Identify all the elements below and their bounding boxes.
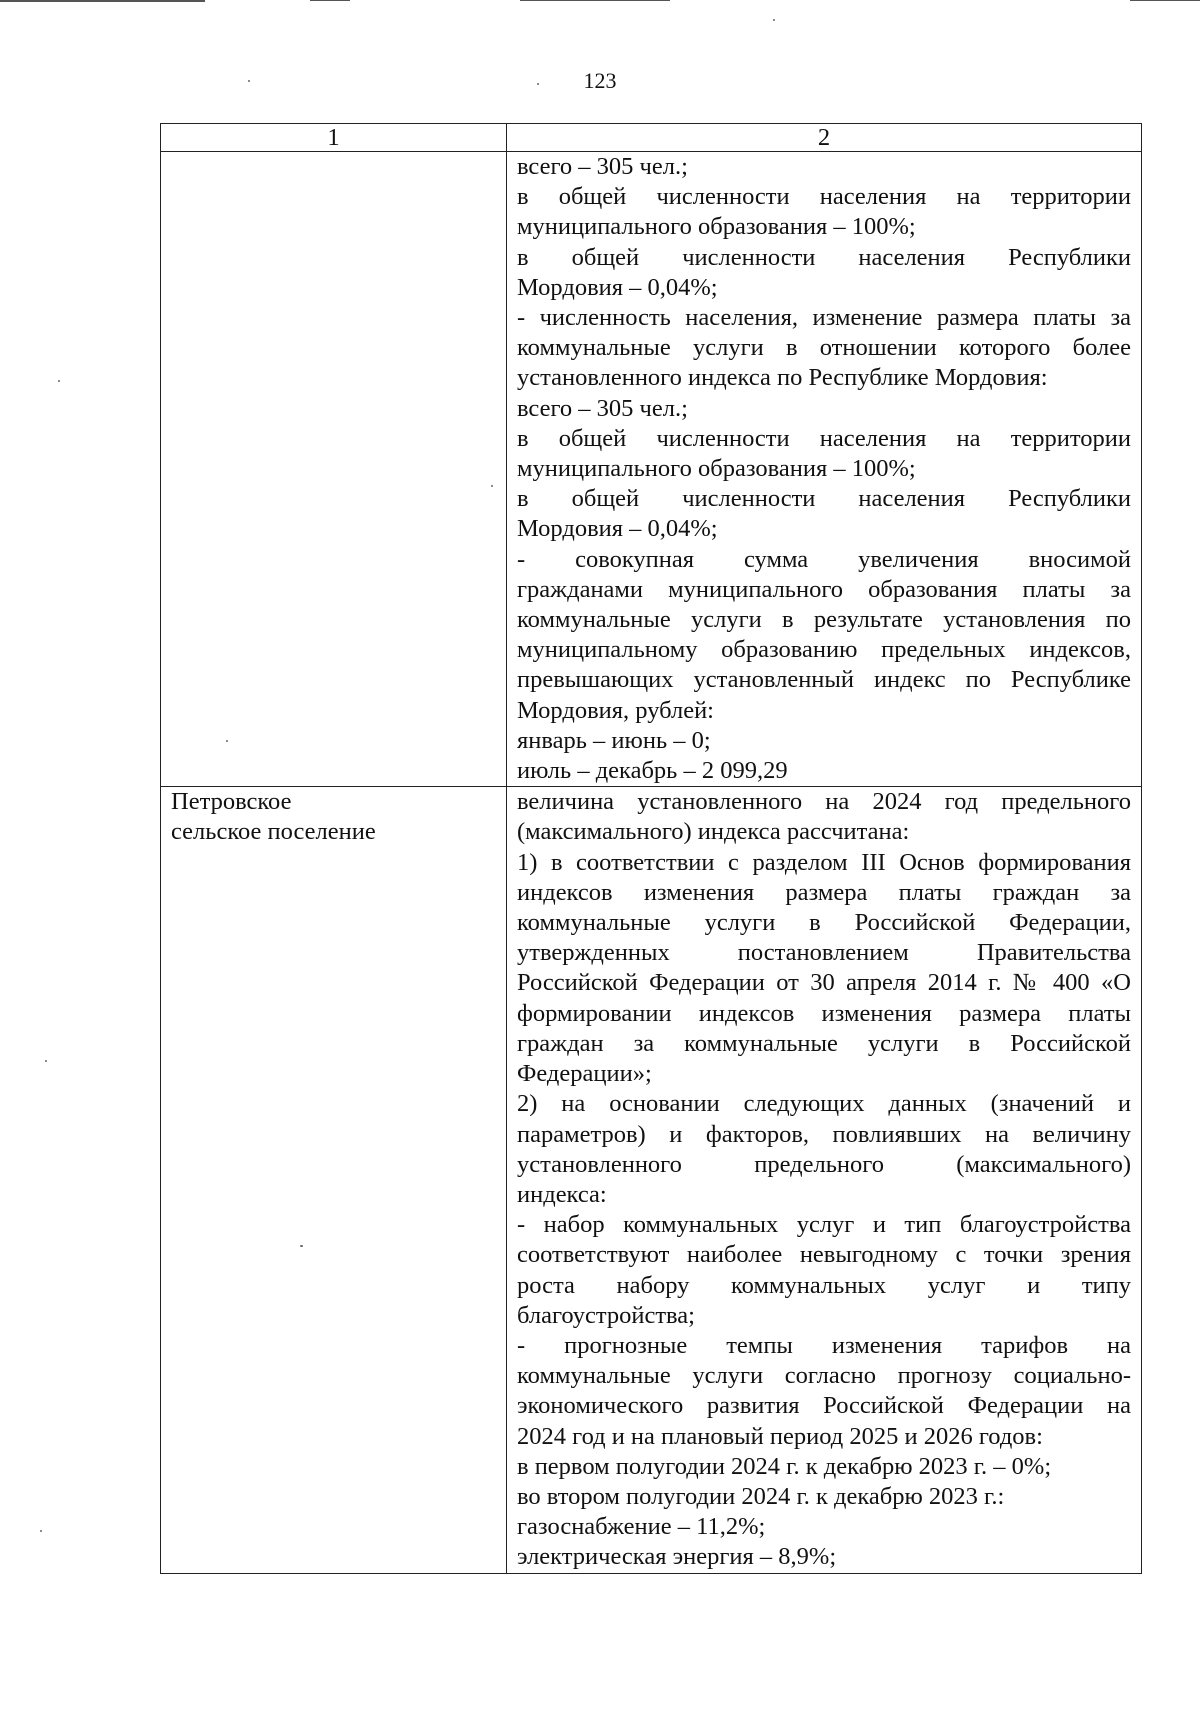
- description-line: роста набору коммунальных услуг и типу: [517, 1271, 1131, 1299]
- column-header: 1: [161, 124, 507, 152]
- settlement-name-line: сельское поселение: [171, 818, 376, 846]
- description-line: - численность населения, изменение размера платы за: [517, 304, 1131, 332]
- description-line: благоустройства;: [517, 1301, 695, 1329]
- description-line: в первом полугодии 2024 г. к декабрю 2023 г. – 0%;: [517, 1452, 1052, 1480]
- scan-top-edge: [0, 0, 205, 2]
- settlement-name-line: Петровское: [171, 788, 292, 816]
- description-line: газоснабжение – 11,2%;: [517, 1513, 766, 1541]
- settlement-cell: [161, 787, 507, 1573]
- description-line: превышающих установленный индекс по Республике: [517, 666, 1131, 694]
- description-line: соответствуют наиболее невыгодному с точки зрения: [517, 1241, 1131, 1269]
- description-line: - набор коммунальных услуг и тип благоустройства: [517, 1211, 1131, 1239]
- description-line: всего – 305 чел.;: [517, 394, 688, 422]
- scan-top-edge: [310, 0, 350, 1]
- description-line: формировании индексов изменения размера платы: [517, 999, 1131, 1027]
- description-line: индекса:: [517, 1180, 607, 1208]
- description-line: гражданами муниципального образования платы за: [517, 575, 1131, 603]
- description-line: Мордовия, рублей:: [517, 696, 714, 724]
- settlement-cell: [161, 152, 507, 787]
- description-line: коммунальные услуги согласно прогнозу социально-: [517, 1362, 1131, 1390]
- description-line: муниципальному образованию предельных индексов,: [517, 636, 1131, 664]
- table-row: [161, 787, 1142, 1573]
- description-line: Российской Федерации от 30 апреля 2014 г. № 400 «О: [517, 969, 1131, 997]
- page-number: 123: [583, 68, 617, 93]
- column-header: 2: [507, 124, 1142, 152]
- description-line: экономического развития Российской Федерации на: [517, 1392, 1131, 1420]
- description-line: коммунальные услуги в Российской Федерации,: [517, 909, 1131, 937]
- description-line: всего – 305 чел.;: [517, 153, 688, 180]
- description-line: установленного предельного (максимального): [517, 1150, 1131, 1178]
- description-line: установленного индекса по Республике Мордовия:: [517, 364, 1048, 392]
- description-line: электрическая энергия – 8,9%;: [517, 1543, 837, 1571]
- description-line: во втором полугодии 2024 г. к декабрю 2023 г.:: [517, 1482, 1005, 1510]
- data-table: [160, 123, 1142, 1574]
- description-line: (максимального) индекса рассчитана:: [517, 818, 910, 846]
- scan-top-edge: [520, 0, 670, 1]
- description-line: в общей численности населения на территории: [517, 424, 1131, 452]
- description-line: граждан за коммунальные услуги в Российской: [517, 1029, 1131, 1057]
- description-line: утвержденных постановлением Правительства: [517, 939, 1131, 967]
- description-cell: [507, 787, 1142, 1573]
- description-line: июль – декабрь – 2 099,29: [517, 757, 788, 785]
- description-line: в общей численности населения Республики: [517, 485, 1131, 513]
- description-line: 2) на основании следующих данных (значений и: [517, 1090, 1131, 1118]
- description-line: Федерации»;: [517, 1060, 652, 1088]
- description-line: - прогнозные темпы изменения тарифов на: [517, 1331, 1131, 1359]
- description-line: в общей численности населения на территории: [517, 183, 1131, 211]
- description-line: муниципального образования – 100%;: [517, 455, 916, 483]
- description-line: параметров) и факторов, повлиявших на величину: [517, 1120, 1131, 1148]
- table-header-row: [161, 124, 1142, 152]
- description-line: Мордовия – 0,04%;: [517, 273, 718, 301]
- scan-top-edge: [1130, 0, 1200, 1]
- description-line: коммунальные услуги в результате установления по: [517, 606, 1131, 634]
- description-line: 2024 год и на плановый период 2025 и 2026 годов:: [517, 1422, 1043, 1450]
- description-line: в общей численности населения Республики: [517, 243, 1131, 271]
- description-line: - совокупная сумма увеличения вносимой: [517, 545, 1131, 573]
- description-line: индексов изменения размера платы граждан за: [517, 878, 1131, 906]
- description-line: январь – июнь – 0;: [517, 726, 711, 754]
- table-row: [161, 152, 1142, 787]
- description-line: муниципального образования – 100%;: [517, 213, 916, 241]
- description-line: коммунальные услуги в отношении которого более: [517, 334, 1131, 362]
- description-cell: [507, 152, 1142, 787]
- description-line: величина установленного на 2024 год предельного: [517, 788, 1131, 816]
- description-line: 1) в соответствии с разделом III Основ формирования: [517, 848, 1131, 876]
- description-line: Мордовия – 0,04%;: [517, 515, 718, 543]
